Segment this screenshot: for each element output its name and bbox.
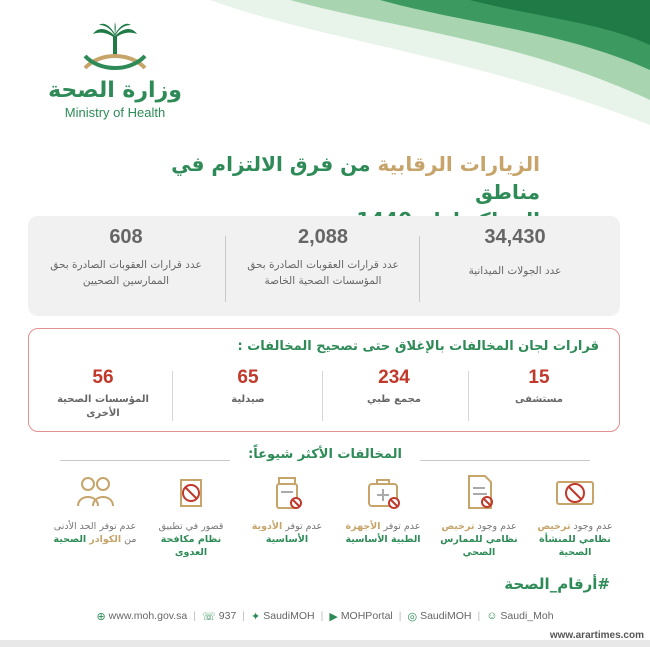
- footer-website[interactable]: ⊕ www.moh.gov.sa: [96, 610, 188, 623]
- logo-english-text: Ministry of Health: [64, 105, 166, 120]
- stat-field-tours: [430, 226, 600, 279]
- moh-logo: [40, 22, 190, 120]
- violation-health-staff: [50, 472, 140, 546]
- license-cancel-icon: [553, 472, 597, 512]
- twitter-icon: ✦: [251, 610, 261, 623]
- divider: [419, 236, 420, 302]
- footer-bar: [0, 640, 650, 647]
- closure-other-facilities: [43, 367, 163, 421]
- divider: |: [398, 610, 402, 622]
- closure-panel: [28, 328, 620, 432]
- hashtag[interactable]: #أرقام_الصحة: [504, 575, 610, 593]
- closure-hospitals: [479, 367, 599, 407]
- stat-institution-penalties: [238, 226, 408, 289]
- violation-label: عدم وجود ترخيص نظامي للممارس الصحي: [440, 521, 518, 558]
- violation-practitioner-license: [434, 472, 524, 559]
- violation-infection-control: [146, 472, 236, 559]
- stats-panel: [28, 216, 620, 316]
- violation-label: عدم توفر الأدوية الأساسية: [251, 521, 323, 545]
- divider: [322, 371, 323, 421]
- footer-twitter[interactable]: ✦ SaudiMOH: [251, 610, 315, 623]
- stat-label: عدد الجولات الميدانية: [468, 265, 562, 277]
- closure-value: 56: [92, 367, 114, 388]
- divider: |: [242, 610, 246, 622]
- divider: |: [193, 610, 196, 622]
- closure-value: 65: [237, 367, 259, 388]
- violation-label: قصور في تطبيق نظام مكافحة العدوى: [158, 521, 224, 558]
- palm-swords-icon: [75, 22, 155, 74]
- globe-icon: ⊕: [96, 610, 106, 623]
- closure-label: صيدلية: [231, 394, 265, 405]
- footer-phone[interactable]: ☏ 937: [202, 610, 237, 623]
- violation-medical-devices: [338, 472, 428, 546]
- instagram-icon: ◎: [407, 610, 418, 623]
- stat-label: عدد قرارات العقوبات الصادرة بحق الممارسين الصحيين: [50, 259, 202, 287]
- closure-label: المؤسسات الصحية الأخرى: [57, 394, 149, 419]
- snapchat-icon: ☺: [486, 610, 498, 622]
- footer-snapchat[interactable]: ☺ Saudi_Moh: [486, 610, 554, 622]
- violation-label: عدم وجود ترخيص نظامي للمنشأة الصحية: [537, 521, 613, 558]
- phone-icon: ☏: [202, 610, 216, 623]
- footer-youtube[interactable]: ▶ MOHPortal: [329, 610, 393, 623]
- violation-label: عدم توفر الحد الأدنى من الكوادر الصحية: [53, 521, 137, 545]
- stat-practitioner-penalties: [36, 226, 216, 289]
- medical-bag-icon: [361, 472, 405, 512]
- stat-value: 608: [109, 226, 143, 248]
- logo-arabic-text: وزارة الصحة: [48, 78, 182, 103]
- staff-icon: [73, 472, 117, 512]
- violation-label: عدم توفر الأجهزة الطبية الأساسية: [345, 521, 421, 545]
- closure-label: مستشفى: [515, 394, 563, 405]
- title-green-part: من فرق الالتزام في مناطق: [171, 152, 540, 204]
- youtube-icon: ▶: [329, 610, 338, 623]
- divider: |: [477, 610, 481, 622]
- title-gold-part: الزيارات الرقابية: [377, 152, 540, 176]
- closure-title: قرارات لجان المخالفات بالإغلاق حتى تصحيح المخالفات :: [237, 339, 599, 354]
- divider: [225, 236, 226, 302]
- violations-title: المخالفات الأكثر شيوعاً:: [248, 447, 402, 462]
- violation-medicines: [242, 472, 332, 546]
- infection-icon: [169, 472, 213, 512]
- divider: |: [320, 610, 324, 622]
- closure-medical-complexes: [329, 367, 459, 407]
- document-icon: [457, 472, 501, 512]
- violation-facility-license: [530, 472, 620, 559]
- divider: [468, 371, 469, 421]
- medicine-icon: [265, 472, 309, 512]
- closure-value: 234: [378, 367, 410, 388]
- closure-pharmacies: [183, 367, 313, 407]
- stat-value: 34,430: [484, 226, 546, 248]
- watermark: www.arartimes.com: [549, 630, 644, 641]
- closure-label: مجمع طبي: [366, 394, 422, 405]
- footer-instagram[interactable]: ◎ SaudiMOH: [407, 610, 472, 623]
- footer-contacts: [0, 604, 650, 628]
- stat-value: 2,088: [297, 226, 349, 248]
- closure-value: 15: [528, 367, 550, 388]
- stat-label: عدد قرارات العقوبات الصادرة بحق المؤسسات الصحية الخاصة: [247, 259, 399, 287]
- divider: [172, 371, 173, 421]
